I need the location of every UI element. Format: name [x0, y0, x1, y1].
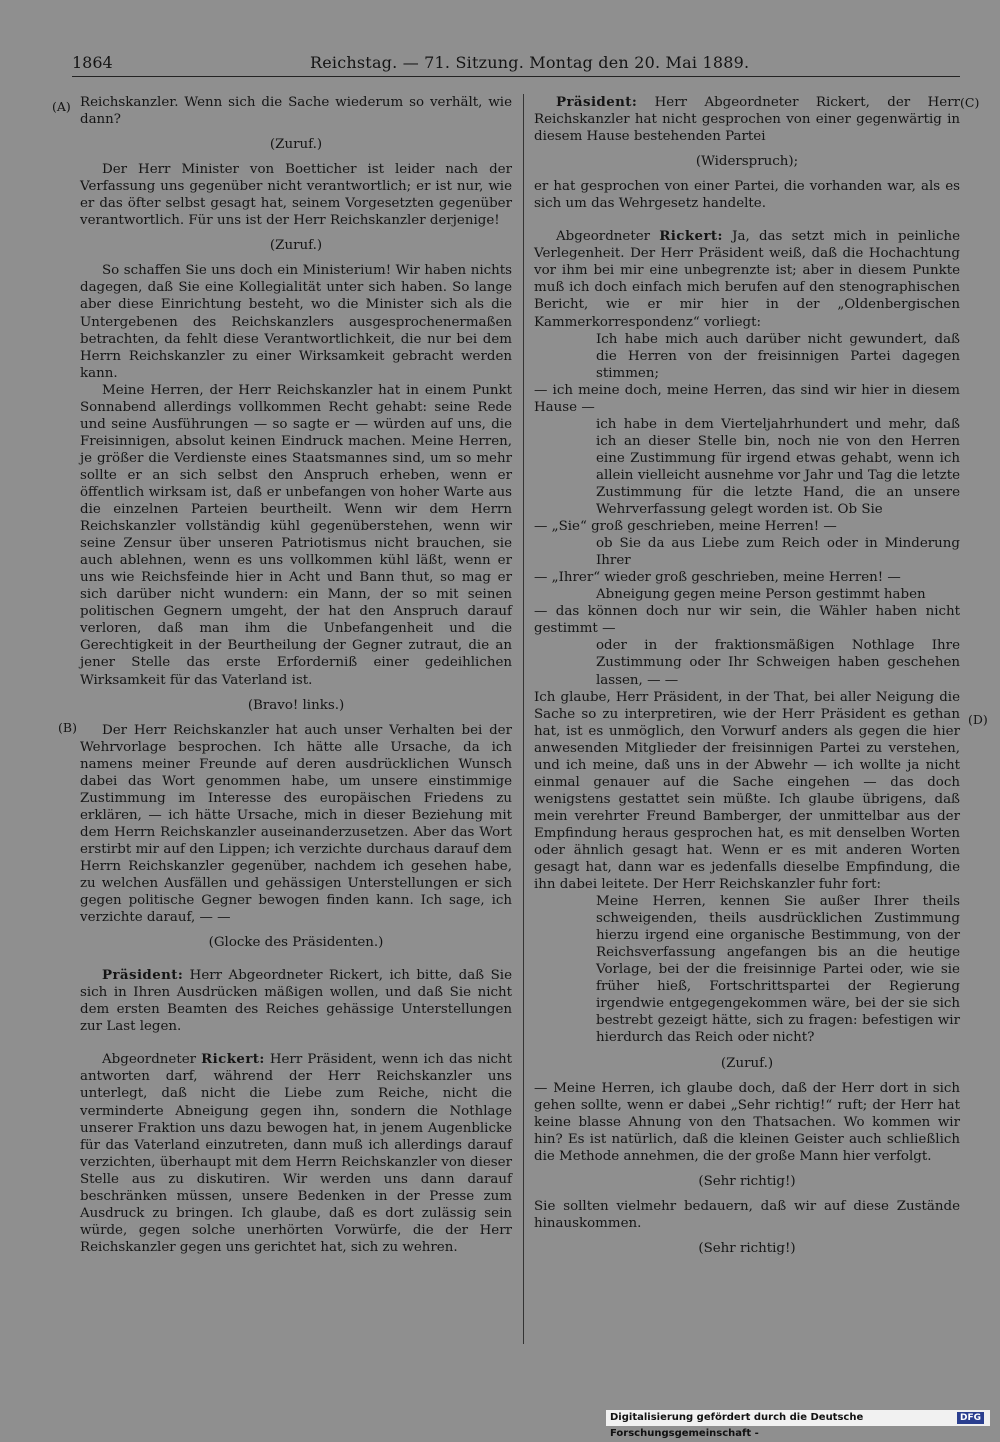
- speech-text: Herr Präsident, wenn ich das nicht antworten darf, während der Herr Reichskanzler uns unterlegt, daß nicht die Liebe zum Reiche, nicht die verminderte Abneigung gegen ihn, sondern die Nothlage unserer Fraktion uns dazu bewogen hat, in jenem Augenblicke für das Vaterland einzutreten, dann muß ich allerdings darauf verzichten, überhaupt mit dem Herrn Reichskanzler von dieser Stelle aus zu diskutiren. Wir werden uns dann darauf beschränken müssen, unsere Bedenken in der Presse zum Ausdruck zu bringen. Ich glaube, daß es dort zulässig sein würde, gegen solche unerhörten Vorwürfe, die der Herr Reichskanzler gegen uns gerichtet hat, sich zu wehren.: [80, 1052, 512, 1255]
- speech-text: Herr Abgeordneter Rickert, ich bitte, daß Sie sich in Ihren Ausdrücken mäßigen wollen, und daß Sie nicht dem ersten Beamten des Reiches gehässige Unterstellungen zur Last legen.: [80, 968, 512, 1035]
- page-number: 1864: [72, 53, 113, 72]
- credit-text: Digitalisierung gefördert durch die Deutsche Forschungsgemeinschaft -: [610, 1412, 864, 1439]
- quotation: ich habe in dem Vierteljahrhundert und mehr, daß ich an dieser Stelle bin, noch nie von den Herren eine Zustimmung für irgend etwas gehabt, wenn ich allein vielleicht ausnehme vor Jahr und Tag die letzte Zustimmung für die letzte Hand, die an unsere Wehrverfassung gelegt worden ist. Ob Sie: [596, 416, 960, 518]
- column-divider: [523, 94, 524, 1344]
- margin-marker-c: (C): [960, 95, 980, 110]
- interjection: — das können doch nur wir sein, die Wähler haben nicht gestimmt —: [534, 604, 960, 637]
- quotation: Meine Herren, kennen Sie außer Ihrer theils schweigenden, theils ausdrücklichen Zustimmung hierzu irgend eine organische Bestimmung, von der Reichsverfassung angefangen bis an die heutige Vorlage, bei der die freisinnige Partei oder, wie sie früher hieß, Fortschrittspartei der Regierung irgendwie entgegengekommen wäre, bei der sie sich bestrebt gezeigt hätte, sich zu fragen: befestigen wir hierdurch das Reich oder nicht?: [596, 894, 960, 1046]
- paragraph: Der Herr Minister von Boetticher ist leider nach der Verfassung uns gegenüber nicht verantwortlich; er ist nur, wie er das öfter selbst gesagt hat, seinem Vorgesetzten gegenüber verantwortlich. Für uns ist der Herr Reichskanzler derjenige!: [80, 162, 512, 229]
- paragraph: er hat gesprochen von einer Partei, die vorhanden war, als es sich um das Wehrgesetz handelte.: [534, 179, 960, 212]
- paragraph: Reichskanzler. Wenn sich die Sache wiederum so verhält, wie dann?: [80, 95, 512, 128]
- stage-direction: (Glocke des Präsidenten.): [208, 935, 384, 951]
- paragraph: Meine Herren, der Herr Reichskanzler hat in einem Punkt Sonnabend allerdings vollkommen Recht gehabt: seine Rede und seine Ausführungen — so sagte er — würden auf uns, die Freisinnigen, absolut keinen Eindruck machen. Meine Herren, je größer die Verdienste eines Staatsmannes sind, um so mehr sollte er an sich selbst den Anspruch erheben, wenn er öffentlich wirksam ist, daß er unbefangen von hoher Warte aus die einzelnen Parteien beurtheilt. Wenn wir dem Herrn Reichskanzler vollständig kühl gegenüberstehen, wenn wir seine Zensur über unseren Patriotismus nicht brauchen, sie auch ablehnen, wenn es uns vollkommen kühl läßt, wenn er uns wie Reichsfeinde hier in Acht und Bann thut, so mag er sich darüber nicht wundern: ein Mann, der so mit seinen politischen Gegnern umgeht, der hat den Anspruch darauf verloren, daß man ihm die Unbefangenheit und die Gerechtigkeit in der Beurtheilung der Gegner zutraut, die an jener Stelle das erste Erforderniß einer gedeihlichen Wirksamkeit für das Vaterland ist.: [80, 382, 512, 688]
- stage-direction: (Zuruf.): [269, 137, 323, 153]
- margin-marker-a: (A): [52, 99, 71, 114]
- speech-text: Herr Abgeordneter Rickert, der Herr Reichskanzler hat nicht gesprochen von einer gegenwärtig in diesem Hause bestehenden Partei: [534, 95, 960, 145]
- paragraph: Sie sollten vielmehr bedauern, daß wir auf diese Zustände hinauskommen.: [534, 1198, 960, 1231]
- margin-marker-d: (D): [968, 712, 988, 727]
- speech-text: Ja, das setzt mich in peinliche Verlegenheit. Der Herr Präsident weiß, daß die Hochachtung vor ihm bei mir eine unbegrenzte ist; aber in diesem Punkte muß ich doch einfach mich berufen auf den stenographischen Bericht, wie er mir hier in der „Oldenbergischen Kammerkorrespondenz“ vorliegt:: [534, 229, 960, 330]
- dfg-logo: DFG: [957, 1412, 984, 1424]
- stage-direction: (Sehr richtig!): [698, 1240, 796, 1256]
- speech-president: [80, 967, 512, 1035]
- margin-marker-b: (B): [58, 720, 77, 735]
- speaker-name: Präsident:: [102, 967, 184, 984]
- interjection: — ich meine doch, meine Herren, das sind wir hier in diesem Hause —: [534, 382, 960, 415]
- quotation: ob Sie da aus Liebe zum Reich oder in Minderung Ihrer: [596, 536, 960, 569]
- speaker-name: Rickert:: [201, 1051, 265, 1068]
- interjection: — „Ihrer“ wieder groß geschrieben, meine Herren! —: [534, 570, 901, 586]
- quotation: Ich habe mich auch darüber nicht gewundert, daß die Herren von der freisinnigen Partei dagegen stimmen;: [596, 331, 960, 381]
- digitization-credit: [606, 1410, 990, 1439]
- header-rule: [72, 76, 960, 77]
- speaker-name: Rickert:: [659, 228, 723, 245]
- speech-rickert: [80, 1051, 512, 1256]
- paragraph: Der Herr Reichskanzler hat auch unser Verhalten bei der Wehrvorlage besprochen. Ich hätte alle Ursache, da ich namens meiner Freunde auf deren ausdrücklichen Wunsch dabei das Wort genommen habe, um unsere einstimmige Zustimmung im Interesse des europäischen Friedens zu erklären, — ich hätte Ursache, mich in dieser Beziehung mit dem Herrn Reichskanzler auseinanderzusetzen. Aber das Wort erstirbt mir auf den Lippen; ich verzichte durchaus darauf dem Herrn Reichskanzler gegenüber, nachdem ich gesehen habe, zu welchen Ausfällen und gehässigen Unterstellungen er sich gegen politische Gegner bewogen finden kann. Ich sage, ich verzichte darauf, — —: [80, 722, 512, 926]
- page-header: [72, 52, 960, 78]
- paragraph: — Meine Herren, ich glaube doch, daß der Herr dort in sich gehen sollte, wenn er dabei „Sehr richtig!“ ruft; der Herr hat keine blasse Ahnung von den Thatsachen. Wo kommen wir hin? Es ist natürlich, daß die kleinen Geister auch schließlich die Methode annehmen, die der große Mann hier verfolgt.: [534, 1080, 960, 1164]
- quotation: Abneigung gegen meine Person gestimmt haben: [596, 587, 926, 603]
- paragraph: So schaffen Sie uns doch ein Ministerium! Wir haben nichts dagegen, daß Sie eine Kollegialität unter sich haben. So lange aber diese Einrichtung besteht, wo die Minister sich als die Untergebenen des Reichskanzlers ausgesprochenermaßen betrachten, da fehlt diese Verantwortlichkeit, die nur bei dem Herrn Reichskanzler zu einer Wirksamkeit gebracht werden kann.: [80, 263, 512, 381]
- stage-direction: (Zuruf.): [720, 1055, 774, 1071]
- quotation: oder in der fraktionsmäßigen Nothlage Ihre Zustimmung oder Ihr Schweigen haben geschehen lassen, — —: [596, 638, 960, 688]
- left-column: [80, 94, 512, 1256]
- speech-rickert: [534, 228, 960, 330]
- speaker-title: Abgeordneter: [556, 229, 660, 245]
- right-column: [534, 94, 960, 1265]
- speaker-name: Präsident:: [556, 94, 638, 110]
- speech-president: [534, 94, 960, 145]
- stage-direction: (Sehr richtig!): [698, 1173, 796, 1189]
- page-title: Reichstag. — 71. Sitzung. Montag den 20. Mai 1889.: [310, 53, 750, 72]
- paragraph: Ich glaube, Herr Präsident, in der That, bei aller Neigung die Sache so zu interpretiren, wie der Herr Präsident es gethan hat, ist es unmöglich, den Vorwurf anders als gegen die hier anwesenden Mitglieder der freisinnigen Partei zu verstehen, und ich meine, daß uns in der Abwehr — ich wollte ja nicht einmal genauer auf die Sache eingehen — das doch wenigstens gestattet sein müßte. Ich glaube übrigens, daß mein verehrter Freund Bamberger, der unmittelbar aus der Empfindung heraus gesprochen hat, es mit denselben Worten oder ähnlich gesagt hat. Wenn er es mit anderen Worten gesagt hat, dann war es jedenfalls dieselbe Empfindung, die ihn dabei leitete. Der Herr Reichskanzler fuhr fort:: [534, 689, 960, 893]
- interjection: — „Sie“ groß geschrieben, meine Herren! —: [534, 519, 837, 535]
- stage-direction: (Widerspruch);: [695, 154, 799, 170]
- speaker-title: Abgeordneter: [102, 1052, 202, 1068]
- stage-direction: (Zuruf.): [269, 238, 323, 254]
- stage-direction: (Bravo! links.): [247, 697, 345, 713]
